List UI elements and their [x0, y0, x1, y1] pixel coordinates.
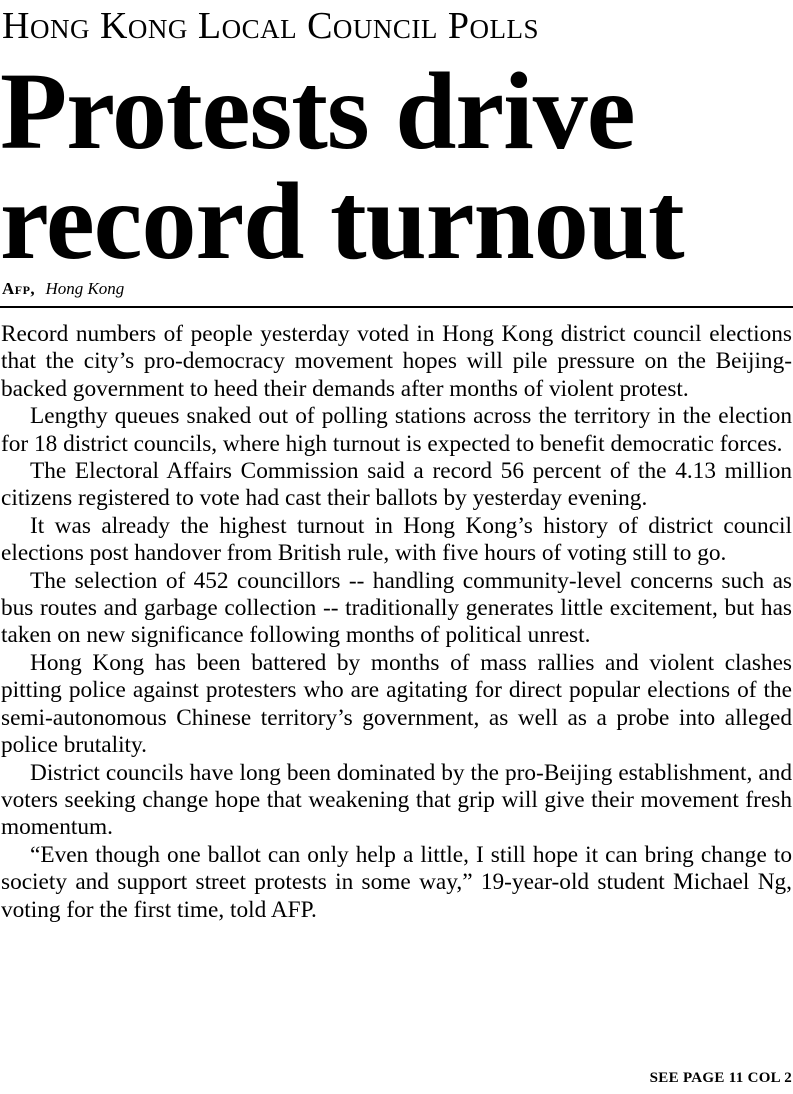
paragraph-8: “Even though one ballot can only help a little, I still hope it can bring change to society and support street protests in some way,” 19-year-old student Michael Ng, voting for the first time, told AFP. — [1, 841, 792, 923]
byline-agency: Afp, — [2, 279, 36, 298]
byline — [2, 278, 124, 300]
paragraph-4: It was already the highest turnout in Hong Kong’s history of district council elections post handover from British rule, with five hours of voting still to go. — [1, 512, 792, 567]
byline-dateline: Hong Kong — [45, 279, 125, 298]
section-kicker: Hong Kong Local Council Polls — [2, 5, 540, 47]
continuation-jump-line: SEE PAGE 11 COL 2 — [649, 1070, 792, 1086]
headline-line-1: Protests drive — [0, 50, 635, 172]
paragraph-7: District councils have long been dominated by the pro-Beijing establishment, and voters seeking change hope that weakening that grip will give their movement fresh momentum. — [1, 759, 792, 841]
paragraph-6: Hong Kong has been battered by months of mass rallies and violent clashes pitting police against protesters who are agitating for direct popular elections of the semi-autonomous Chinese territory’s government, as well as a probe into alleged police brutality. — [1, 649, 792, 759]
divider-rule — [0, 306, 793, 308]
headline — [0, 50, 793, 282]
article-body — [1, 321, 792, 924]
headline-line-2: record turnout — [0, 160, 684, 282]
paragraph-3: The Electoral Affairs Commission said a record 56 percent of the 4.13 million citizens registered to vote had cast their ballots by yesterday evening. — [1, 458, 792, 512]
paragraph-5: The selection of 452 councillors -- handling community-level concerns such as bus routes and garbage collection -- traditionally generates little excitement, but has taken on new significance following months of political unrest. — [1, 567, 792, 649]
paragraph-1: Record numbers of people yesterday voted in Hong Kong district council elections that the city’s pro-democracy movement hopes will pile pressure on the Beijing-backed government to heed their demands after months of violent protest. — [1, 321, 792, 402]
paragraph-2: Lengthy queues snaked out of polling stations across the territory in the election for 18 district councils, where high turnout is expected to benefit democratic forces. — [1, 403, 792, 457]
